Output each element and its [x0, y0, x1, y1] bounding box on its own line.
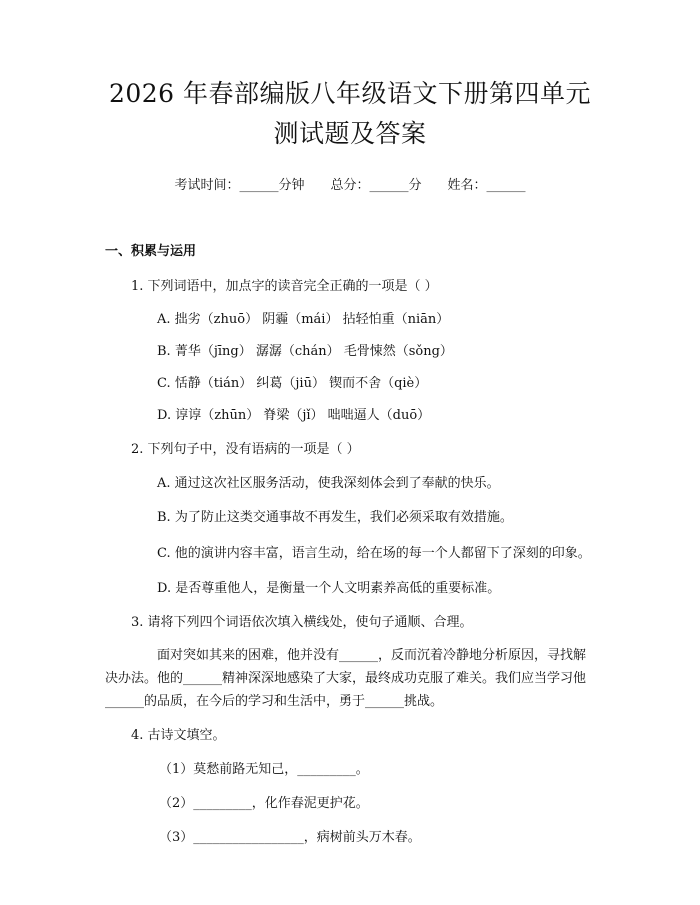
student-name: 姓名：______: [447, 178, 526, 193]
question-2-stem: 2. 下列句子中，没有语病的一项是（ ）: [131, 442, 360, 457]
question-4-stem: 4. 古诗文填空。: [131, 728, 226, 743]
question-1-option-d: D. 谆谆（zhūn） 脊梁（jǐ） 咄咄逼人（duō）: [157, 408, 431, 423]
question-4-item-1: （1）莫愁前路无知己，_________。: [159, 762, 369, 777]
exam-meta: [105, 176, 595, 196]
question-1-stem: 1. 下列词语中，加点字的读音完全正确的一项是（ ）: [131, 279, 438, 294]
exam-title: 2026 年春部编版八年级语文下册第四单元测试题及答案: [108, 79, 592, 148]
question-4-item-3: （3）_________________，病树前头万木春。: [159, 830, 421, 845]
question-1-option-c: C. 恬静（tián） 纠葛（jiū） 锲而不舍（qiè）: [157, 376, 428, 391]
total-score: 总分：______分: [330, 178, 422, 193]
question-2-option-d: D. 是否尊重他人，是衡量一个人文明素养高低的重要标准。: [157, 581, 501, 596]
question-4-item-2: （2）_________，化作春泥更护花。: [159, 796, 369, 811]
question-2-option-b: B. 为了防止这类交通事故不再发生，我们必须采取有效措施。: [157, 510, 513, 525]
question-2-option-a: A. 通过这次社区服务活动，使我深刻体会到了奉献的快乐。: [157, 476, 500, 491]
exam-time: 考试时间：______分钟: [174, 178, 305, 193]
question-3-stem: 3. 请将下列四个词语依次填入横线处，使句子通顺、合理。: [131, 615, 473, 630]
question-1-option-a: A. 拙劣（zhuō） 阴霾（mái） 拈轻怕重（niān）: [157, 312, 450, 327]
section-heading: 一、积累与运用: [105, 244, 197, 259]
question-3-passage: 面对突如其来的困难，他并没有______，反而沉着冷静地分析原因，寻找解决办法。他的______精神深深地感染了大家，最终成功克服了难关。我们应当学习他______的品质，在今后的学习和生活中，勇于______挑战。: [105, 648, 587, 709]
question-2-option-c: C. 他的演讲内容丰富，语言生动，给在场的每一个人都留下了深刻的印象。: [157, 546, 591, 561]
question-1-option-b: B. 菁华（jīng） 潺潺（chán） 毛骨悚然（sǒng）: [157, 344, 453, 359]
